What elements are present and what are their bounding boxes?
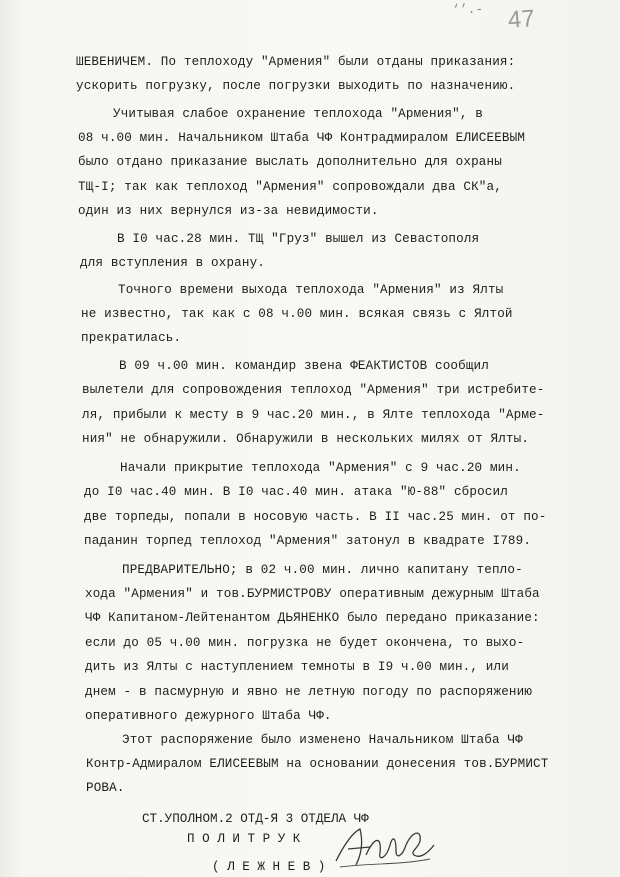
text-line: две торпеды, попали в носовую часть. В II час.25 мин. от по- (84, 510, 547, 524)
text-line: не известно, так как с 08 ч.00 мин. всякая связь с Ялтой (81, 307, 513, 321)
signature-name: ( Л Е Ж Н Е В ) (212, 860, 326, 874)
text-line: вылетели для сопровождения теплоход "Армения" три истребите- (82, 383, 545, 397)
text-line: В I0 час.28 мин. ТЩ "Груз" вышел из Севастополя (117, 232, 480, 246)
text-line: дить из Ялты с наступлением темноты в I9 ч.00 мин., или (85, 660, 509, 674)
signature-rank: П О Л И Т Р У К (187, 832, 301, 846)
text-line: днем - в пасмурную и явно не летную погоду по распоряжению (85, 685, 533, 699)
text-line: РОВА. (86, 781, 125, 795)
text-line: ЧФ Капитаном-Лейтенантом ДЬЯНЕНКО было передано приказание: (85, 611, 540, 625)
text-line: прекратилась. (81, 331, 182, 345)
text-line: если до 05 ч.00 мин. погрузка не будет окончена, то выхо- (85, 636, 525, 650)
text-line: паданин торпед теплоход "Армения" затонул в квадрате I789. (84, 534, 532, 548)
text-line: 08 ч.00 мин. Начальником Штаба ЧФ Контрадмиралом ЕЛИСЕЕВЫМ (78, 131, 526, 145)
text-line: ШЕВЕНИЧЕМ. По теплоходу "Армения" были отданы приказания: (76, 55, 516, 69)
text-line: оперативного дежурного Штаба ЧФ. (85, 709, 332, 723)
text-line: Этот распоряжение было изменено Начальником Штаба ЧФ (122, 733, 523, 747)
text-line: ля, прибыли к месту в 9 час.20 мин., в Ялте теплохода "Арме- (82, 408, 545, 422)
text-line: хода "Армения" и тов.БУРМИСТРОВУ оперативным дежурным Штаба (85, 587, 540, 601)
text-line: Начали прикрытие теплохода "Армения" с 9 час.20 мин. (120, 461, 521, 475)
text-line: ПРЕДВАРИТЕЛЬНО; в 02 ч.00 мин. лично капитану тепло- (122, 563, 523, 577)
text-line: ТЩ-I; так как теплоход "Армения" сопровождали два СК"а, (78, 180, 502, 194)
text-line: ускорить погрузку, после погрузки выходить по назначению. (76, 79, 516, 93)
signature-position: СТ.УПОЛНОМ.2 ОТД-Я 3 ОТДЕЛА ЧФ (142, 812, 369, 826)
text-line: один из них вернулся из-за невидимости. (78, 204, 379, 218)
text-line: Учитывая слабое охранение теплохода "Армения", в (113, 107, 483, 121)
text-line: Контр-Адмиралом ЕЛИСЕЕВЫМ на основании донесения тов.БУРМИСТ (86, 757, 549, 771)
text-line: ния" не обнаружили. Обнаружили в нескольких милях от Ялты. (82, 432, 530, 446)
top-mark: ‘’.- (452, 2, 484, 17)
text-line: для вступления в охрану. (80, 256, 265, 270)
handwritten-signature (330, 815, 440, 873)
text-line: В 09 ч.00 мин. командир звена ФЕАКТИСТОВ сообщил (119, 359, 489, 373)
page-number: 47 (507, 5, 536, 34)
text-line: Точного времени выхода теплохода "Армения" из Ялты (118, 283, 504, 297)
text-line: было отдано приказание выслать дополнительно для охраны (78, 155, 502, 169)
text-line: до I0 час.40 мин. В I0 час.40 мин. атака "Ю-88" сбросил (84, 485, 508, 499)
